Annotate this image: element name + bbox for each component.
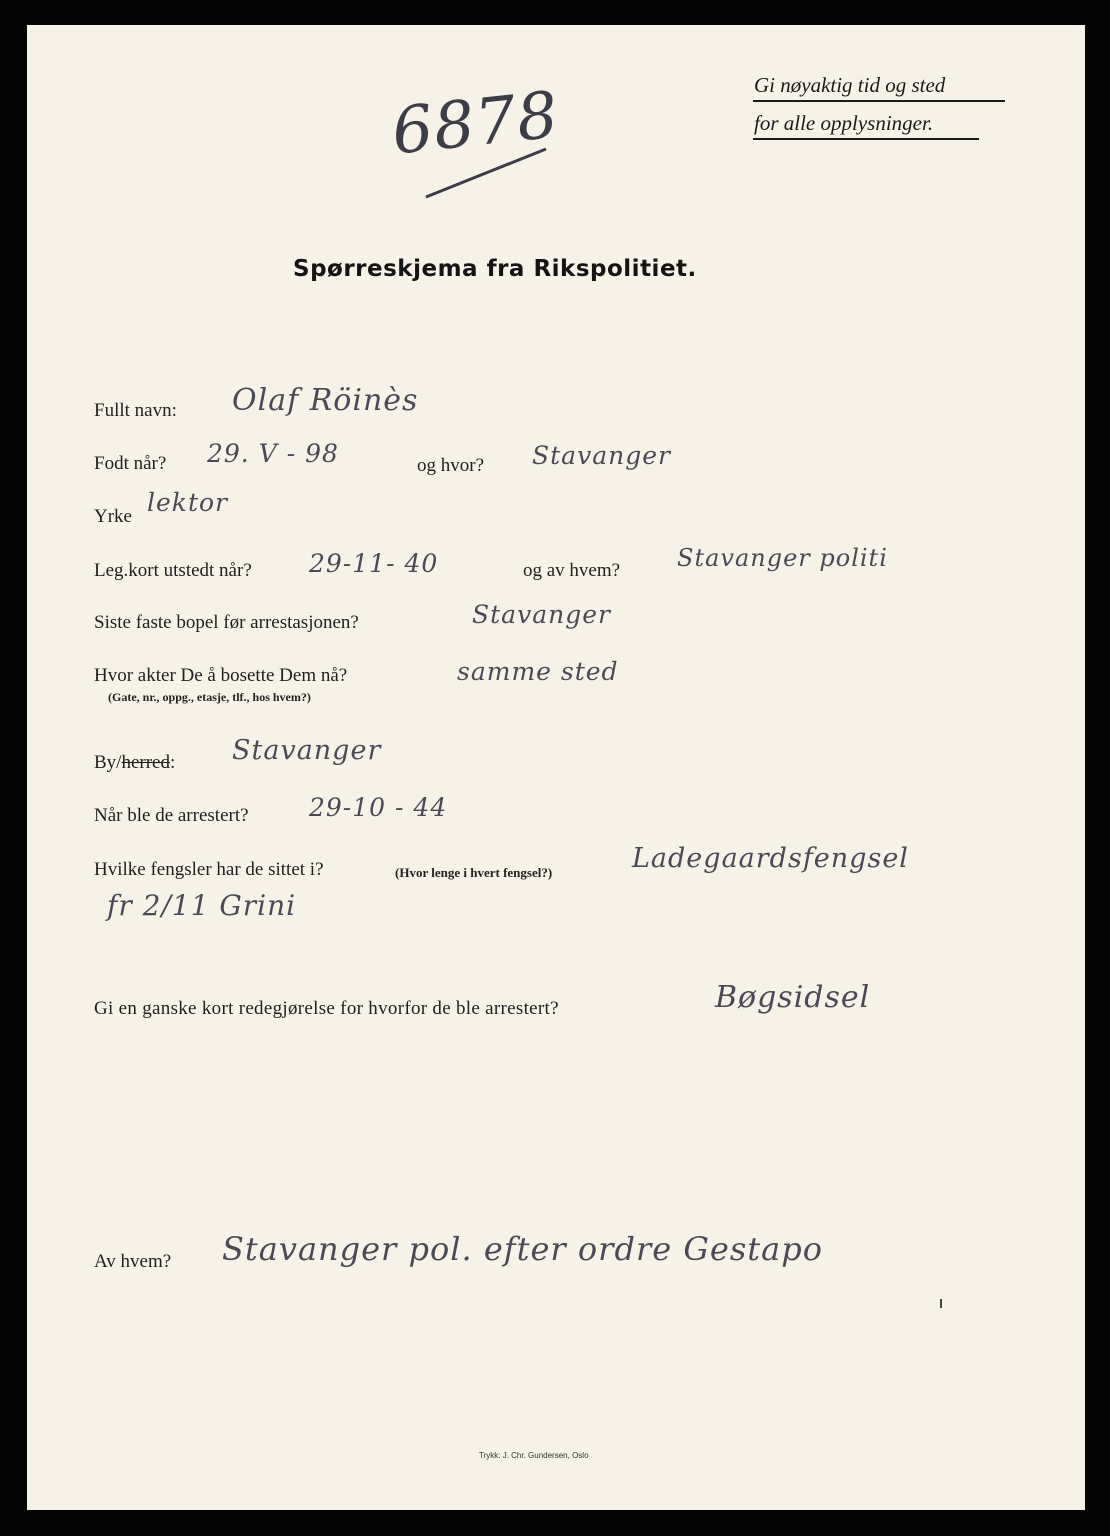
label-city-herred-struck: herred [121,752,170,773]
label-prisons-hint: (Hvor lenge i hvert fengsel?) [395,865,553,880]
value-arrested-when: 29-10 - 44 [309,793,448,822]
value-prisons: Ladegaardsfengsel [632,843,909,874]
instruction-underline-1 [753,100,1005,102]
instruction-underline-2 [753,138,979,140]
label-last-residence: Siste faste bopel før arrestasjonen? [94,612,359,633]
label-id-card-by: og av hvem? [523,560,621,581]
form-title: Spørreskjema fra Rikspolitiet. [293,256,697,282]
archive-number-strike [422,143,552,203]
label-arrest-reason: Gi en ganske kort redegjørelse for hvorfor de ble arrestert? [94,998,559,1019]
value-occupation: lektor [147,488,228,517]
value-full-name: Olaf Röinès [232,383,419,418]
label-occupation: Yrke [94,506,132,527]
pen-mark [940,1299,942,1308]
printer-footer: Trykk: J. Chr. Gundersen, Oslo [479,1451,589,1460]
label-born-when: Fodt når? [94,453,167,474]
label-future-residence: Hvor akter De å bosette Dem nå? [94,665,348,686]
instruction-note-line2: for alle opplysninger. [754,111,934,135]
label-prisons: Hvilke fengsler har de sittet i? [94,859,324,880]
label-arrested-when: Når ble de arrestert? [94,805,249,826]
label-future-residence-hint: (Gate, nr., oppg., etasje, tlf., hos hvem?) [108,690,311,704]
value-future-residence: samme sted [457,657,619,686]
value-id-card-when: 29-11- 40 [309,549,439,578]
value-born-when: 29. V - 98 [207,439,339,468]
label-city-colon: : [169,752,176,773]
label-city [94,752,175,774]
label-id-card-when: Leg.kort utstedt når? [94,560,252,581]
form-page [27,25,1085,1510]
value-by-whom: Stavanger pol. efter ordre Gestapo [222,1230,823,1268]
label-city-by: By/ [94,752,122,773]
value-born-where: Stavanger [532,441,671,470]
value-arrest-reason: Bøgsidsel [715,980,871,1015]
instruction-note-line1: Gi nøyaktig tid og sted [754,73,946,97]
label-by-whom: Av hvem? [94,1251,172,1272]
archive-number: 6878 [388,78,563,170]
label-born-where: og hvor? [417,455,485,476]
value-id-card-by: Stavanger politi [677,544,888,572]
value-city: Stavanger [232,735,382,766]
label-full-name: Fullt navn: [94,400,177,421]
value-last-residence: Stavanger [472,600,611,629]
value-prisons-continued: fr 2/11 Grini [107,889,297,922]
